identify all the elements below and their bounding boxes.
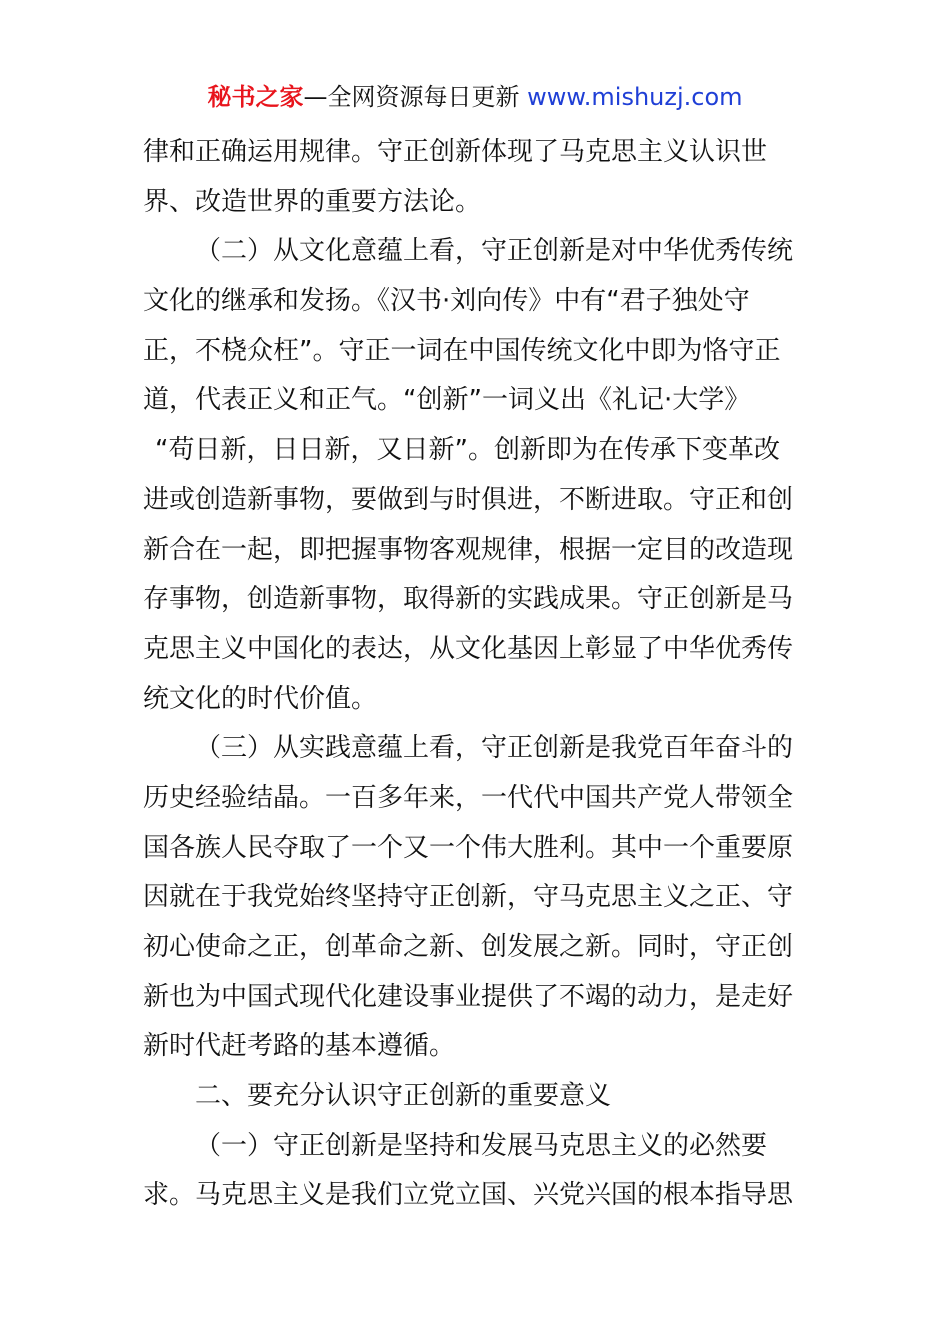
text-line: 律和正确运用规律。守正创新体现了马克思主义认识世: [143, 137, 768, 167]
document-body: [143, 128, 808, 1221]
paragraph-heading-1: （一）守正创新是坚持和发展马克思主义的必然要: [195, 1130, 768, 1161]
text-line: 国各族人民夺取了一个又一个伟大胜利。其中一个重要原: [143, 832, 794, 863]
text-line: 界、改造世界的重要方法论。: [143, 186, 482, 217]
brand-name: 秘书之家: [207, 83, 304, 111]
text-line: 正，不桡众枉”。守正一词在中国传统文化中即为恪守正: [143, 335, 781, 366]
text-line: 历史经验结晶。一百多年来，一代代中国共产党人带领全: [143, 782, 794, 813]
header-tagline: —全网资源每日更新: [303, 83, 528, 111]
text-line: 因就在于我党始终坚持守正创新，守马克思主义之正、守: [143, 882, 794, 913]
text-line: “苟日新，日日新，又日新”。创新即为在传承下变革改: [155, 435, 780, 466]
text-line: 道，代表正义和正气。“创新”一词义出《礼记·大学》: [143, 385, 751, 416]
text-line: 存事物，创造新事物，取得新的实践成果。守正创新是马: [143, 584, 794, 615]
text-line: 新时代赶考路的基本遵循。: [143, 1031, 456, 1062]
text-line: 进或创造新事物，要做到与时俱进，不断进取。守正和创: [143, 484, 794, 515]
text-line: 统文化的时代价值。: [143, 683, 378, 714]
text-line: 文化的继承和发扬。《汉书·刘向传》中有“君子独处守: [143, 286, 750, 317]
text-line: 新合在一起，即把握事物客观规律，根据一定目的改造现: [143, 534, 794, 565]
site-header: [0, 80, 950, 114]
text-line: 新也为中国式现代化建设事业提供了不竭的动力，是走好: [143, 981, 794, 1012]
site-url-link[interactable]: www.mishuzj.com: [527, 83, 743, 111]
section-heading: 二、要充分认识守正创新的重要意义: [195, 1081, 612, 1112]
text-line: 克思主义中国化的表达，从文化基因上彰显了中华优秀传: [143, 633, 794, 664]
text-line: 求。马克思主义是我们立党立国、兴党兴国的根本指导思: [143, 1180, 794, 1211]
text-line: 初心使命之正，创革命之新、创发展之新。同时，守正创: [143, 932, 794, 962]
paragraph-heading-2: （二）从文化意蕴上看，守正创新是对中华优秀传统: [195, 236, 794, 267]
paragraph-heading-3: （三）从实践意蕴上看，守正创新是我党百年奋斗的: [195, 733, 794, 764]
